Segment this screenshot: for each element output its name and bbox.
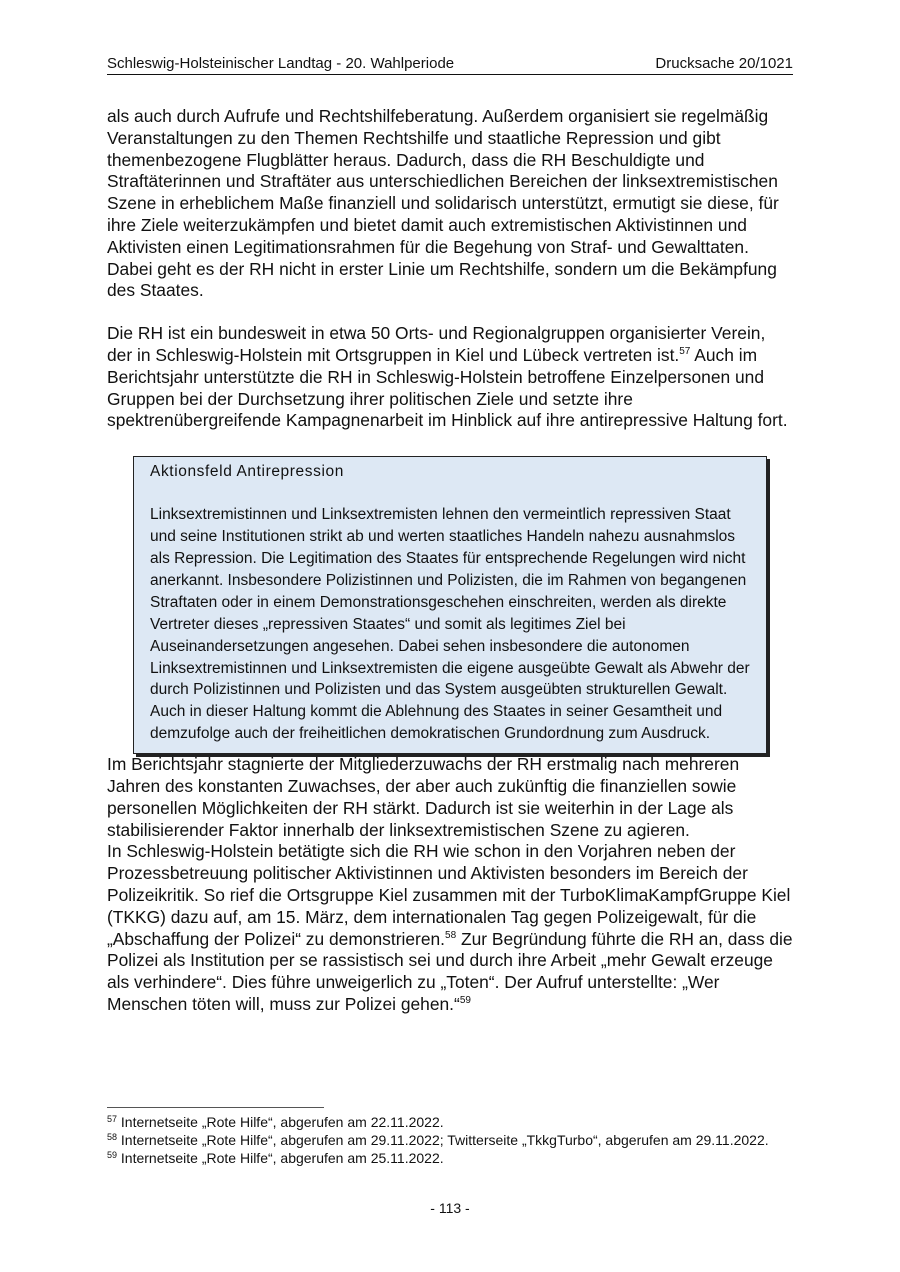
paragraph-1: als auch durch Aufrufe und Rechtshilfeberatung. Außerdem organisiert sie regelmäßig Veranstaltungen zu den Themen Rechtshilfe und staatliche Repression und gibt themenbezogene Flugblätter heraus. Dadurch, dass die RH Beschuldigte und Straftäterinnen und Straftäter aus unterschiedlichen Bereichen der linksextremistischen Szene in erheblichem Maße finanziell und solidarisch unterstützt, ermutigt sie diese, für ihre Ziele weiterzukämpfen und bietet damit auch extremistischen Aktivistinnen und Aktivisten einen Legitimationsrahmen für die Begehung von Straf- und Gewalttaten. Dabei geht es der RH nicht in erster Linie um Rechtshilfe, sondern um die Bekämpfung des Staates. <box>107 106 779 301</box>
footnote-58-number: 58 <box>107 1132 118 1142</box>
paragraph-2-text-b: Auch im Berichtsjahr unterstützte die RH in Schleswig-Holstein betroffene Einzelpersonen und Gruppen bei der Durchsetzung ihrer politischen Ziele und setzte ihre spektrenübergreifende Kampagnenarbeit im Hinblick auf ihre antirepressive Haltung fort. <box>107 344 788 431</box>
footnote-separator <box>107 1107 324 1108</box>
footnote-59 <box>107 1149 797 1167</box>
page-number: - 113 - <box>430 1200 470 1216</box>
info-box-text: Linksextremistinnen und Linksextremisten lehnen den vermeintlich repressiven Staat und seine Institutionen strikt ab und werten staatliches Handeln nahezu ausnahmslos als Repression. Die Legitimation des Staates für entsprechende Regelungen wird nicht anerkannt. Insbesondere Polizistinnen und Polizisten, die im Rahmen von begangenen Straftaten oder in einem Demonstrationsgeschehen einschreiten, werden als direkte Vertreter dieses „repressiven Staates“ und somit als legitimes Ziel bei Auseinandersetzungen angesehen. Dabei sehen insbesondere die autonomen Linksextremistinnen und Linksextremisten die eigene ausgeübte Gewalt als Abwehr der durch Polizistinnen und Polizisten und das System ausgeübten strukturellen Gewalt. Auch in dieser Haltung kommt die Ablehnung des Staates in seiner Gesamtheit und demzufolge auch der freiheitlichen demokratischen Grundordnung zum Ausdruck. <box>150 506 750 743</box>
paragraph-2-text-a: Die RH ist ein bundesweit in etwa 50 Orts- und Regionalgruppen organisierter Verein, der in Schleswig-Holstein mit Ortsgruppen in Kiel und Lübeck vertreten ist. <box>107 323 766 365</box>
header-doc-number: Drucksache 20/1021 <box>655 55 793 72</box>
footnote-58 <box>107 1131 797 1149</box>
main-content <box>107 106 793 1016</box>
paragraph-4-text-a: In Schleswig-Holstein betätigte sich die RH wie schon in den Vorjahren neben der Prozessbetreuung politischer Aktivistinnen und Aktivisten besonders im Bereich der Polizeikritik. So rief die Ortsgruppe Kiel zusammen mit der TurboKlimaKampfGruppe Kiel (TKKG) dazu auf, am 15. März, dem internationalen Tag gegen Polizeigewalt, für die „Abschaffung der Polizei“ zu demonstrieren. <box>107 841 791 949</box>
info-box-title: Aktionsfeld Antirepression <box>150 463 344 481</box>
footnote-ref-59: 59 <box>459 994 471 1006</box>
footnote-59-number: 59 <box>107 1150 118 1160</box>
info-box <box>133 456 767 754</box>
footnotes <box>107 1113 797 1167</box>
footnote-57-text: Internetseite „Rote Hilfe“, abgerufen am 22.11.2022. <box>117 1114 444 1130</box>
paragraph-3: Im Berichtsjahr stagnierte der Mitgliederzuwachs der RH erstmalig nach mehreren Jahren des konstanten Zuwachses, der aber auch zukünftig die finanziellen sowie personellen Möglichkeiten der RH stärkt. Dadurch ist sie weiterhin in der Lage als stabilisierender Faktor innerhalb der linksextremistischen Szene zu agieren. <box>107 754 740 840</box>
paragraph-4-text-b: Zur Begründung führte die RH an, dass die Polizei als Institution per se rassistisch sei und durch ihre Arbeit „mehr Gewalt erzeuge als verhindere“. Dies führe unweigerlich zu „Toten“. Der Aufruf unterstellte: „Wer Menschen töten will, muss zur Polizei gehen.“ <box>107 928 793 1014</box>
footnote-ref-57: 57 <box>679 345 691 357</box>
paragraph-4 <box>107 841 793 1015</box>
footnote-57-number: 57 <box>107 1114 118 1124</box>
header-title: Schleswig-Holsteinischer Landtag - 20. Wahlperiode <box>107 55 455 72</box>
footnote-58-text: Internetseite „Rote Hilfe“, abgerufen am 29.11.2022; Twitterseite „TkkgTurbo“, abgerufen am 29.11.2022. <box>117 1132 769 1148</box>
paragraph-2 <box>107 323 793 432</box>
footnote-57 <box>107 1113 797 1131</box>
footnote-59-text: Internetseite „Rote Hilfe“, abgerufen am 25.11.2022. <box>117 1150 444 1166</box>
page-header <box>107 54 793 75</box>
footnote-ref-58: 58 <box>445 929 457 941</box>
